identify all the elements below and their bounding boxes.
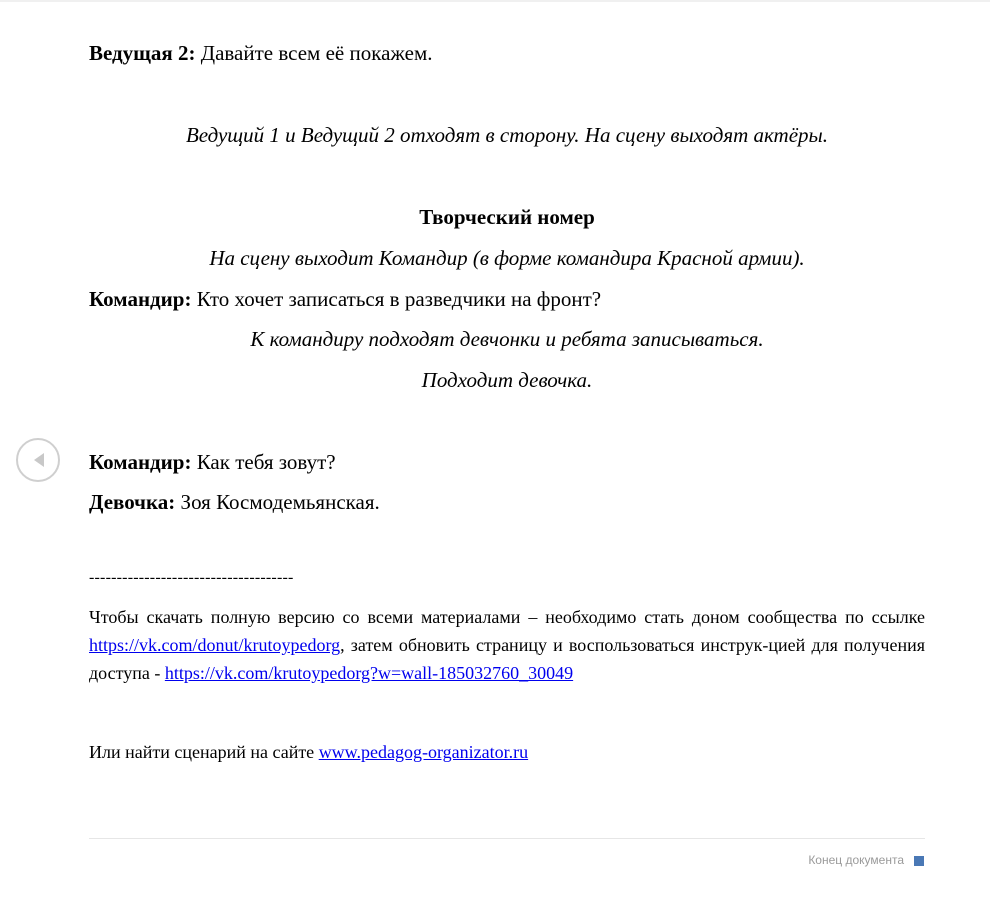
download-note: Чтобы скачать полную версию со всеми материалами – необходимо стать доном сообщества по ссылке https://vk.com/donut/krutoypedorg, затем обновить страницу и воспользоваться инструк-цией для получения доступа - https://vk.com/krutoypedorg?w=wall-185032760_30049	[89, 607, 925, 683]
speaker-name: Командир:	[89, 287, 192, 311]
dialogue-line	[89, 449, 925, 475]
stage-direction: Ведущий 1 и Ведущий 2 отходят в сторону. На сцену выходят актёры.	[185, 123, 829, 147]
chevron-left-icon	[30, 451, 48, 469]
previous-page-button[interactable]	[16, 438, 60, 482]
speaker-name: Ведущая 2:	[89, 41, 196, 65]
end-of-document-label: Конец документа	[808, 853, 904, 867]
donut-link[interactable]: https://vk.com/donut/krutoypedorg	[89, 635, 341, 655]
dialogue-line	[89, 286, 925, 312]
stage-direction: Подходит девочка.	[421, 368, 593, 392]
footer-divider	[89, 838, 925, 839]
site-note: Или найти сценарий на сайте www.pedagog-organizator.ru	[89, 742, 529, 762]
stage-direction: На сцену выходит Командир (в форме командира Красной армии).	[209, 246, 805, 270]
section-heading: Творческий номер	[419, 205, 595, 229]
stage-direction: К командиру подходят девчонки и ребята записываться.	[250, 327, 764, 351]
speaker-name: Командир:	[89, 450, 192, 474]
dialogue-text: Зоя Космодемьянская.	[175, 490, 380, 514]
speaker-name: Девочка:	[89, 490, 176, 514]
site-link[interactable]: www.pedagog-organizator.ru	[318, 742, 529, 762]
separator-dashes: -------------------------------------	[89, 569, 294, 586]
dialogue-text: Как тебя зовут?	[191, 450, 336, 474]
dialogue-text: Кто хочет записаться в разведчики на фронт?	[191, 287, 602, 311]
dialogue-line	[89, 40, 925, 66]
dialogue-text: Давайте всем её покажем.	[195, 41, 433, 65]
wall-post-link[interactable]: https://vk.com/krutoypedorg?w=wall-185032760_30049	[164, 663, 574, 683]
top-rule	[0, 0, 990, 2]
dialogue-line	[89, 489, 925, 515]
end-marker-icon	[914, 856, 924, 866]
